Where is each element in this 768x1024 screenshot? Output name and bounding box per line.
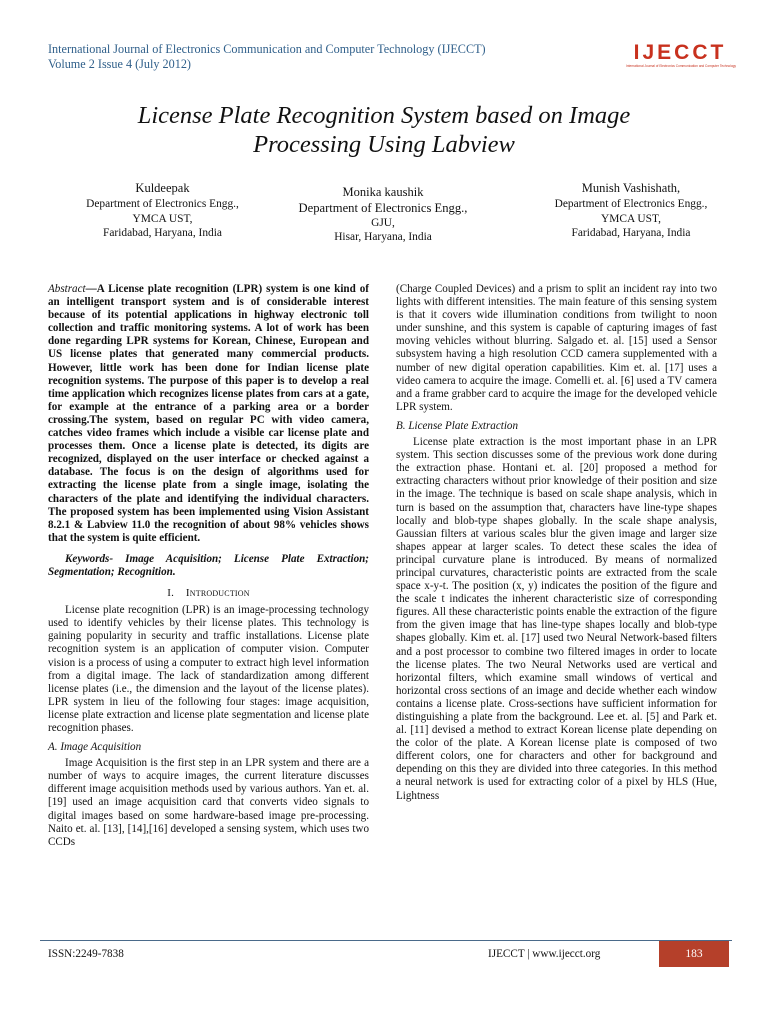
author-affiliation: Department of Electronics Engg., — [554, 198, 708, 210]
subsection-heading-plate-extraction: B. License Plate Extraction — [396, 419, 518, 432]
journal-name: International Journal of Electronics Communication and Computer Technology (IJECCT) — [48, 42, 486, 56]
page-number: 183 — [659, 941, 729, 967]
author-affiliation: YMCA UST, — [601, 212, 661, 225]
footer-rule — [40, 940, 732, 941]
introduction-paragraph: License plate recognition (LPR) is an image-processing technology used to identify vehicles by their license plates. This technology is gaining popularity in security and traffic installations. License plate recognition system is an application of computer vision. Computer vision is a process of using a computer to extract high level information from a digital image. The lack of standardization among different license plates (i.e., the dimension and the layout of the license plates). LPR system in lieu of the following four stages: image acquisition, license plate extraction and license plate segmentation and license plate recognition phases. — [48, 604, 369, 734]
right-column — [396, 283, 717, 803]
author-name: Kuldeepak — [135, 181, 190, 195]
author-affiliation: YMCA UST, — [132, 212, 193, 225]
footer-issn: ISSN:2249-7838 — [48, 948, 124, 960]
author-affiliation: Faridabad, Haryana, India — [571, 227, 691, 239]
author-block-2 — [277, 183, 489, 245]
author-name: Monika kaushik — [342, 185, 424, 199]
image-acquisition-continued: (Charge Coupled Devices) and a prism to split an incident ray into two lights with different intensities. The main feature of this sensing system is that it covers wide illumination conditions from twilight to noon under sunshine, and this system is capable of capturing images of fast moving vehicles without blurring. Salgado et. al. [15] used a Sensor subsystem having a high resolution CCD camera supplemented with a number of new digital operation capabilities. Kim et. al. [17] uses a video camera to acquire the image. Comelli et. al. [6] used a TV camera and a frame grabber card to acquire the image for the developed vehicle LPR system. — [396, 283, 717, 413]
paper-title — [70, 101, 698, 159]
author-affiliation: Department of Electronics Engg., — [86, 198, 239, 210]
logo-wordmark: IJECCT — [633, 41, 727, 64]
author-name: Munish Vashishath, — [581, 181, 681, 195]
author-affiliation: GJU, — [371, 216, 395, 229]
author-block-1 — [60, 179, 265, 241]
subsection-heading-image-acquisition: A. Image Acquisition — [48, 741, 142, 754]
logo-tagline: International Journal of Electronics Communication and Computer Technology — [626, 64, 736, 68]
paper-title-line2: Processing Using Labview — [253, 131, 515, 158]
abstract-text: —A License plate recognition (LPR) system is one kind of an intelligent transport system and is of considerable interest because of its potential applications in highway electronic toll collection and traffic monitoring systems. A lot of work has been done regarding LPR systems for Korean, Chinese, European and US license plates that generated many commercial products. However, little work has been done for Indian license plate recognition systems. The purpose of this paper is to develop a real time application which recognizes license plates from cars at a gate, for example at the entrance of a parking area or a border crossing.The system, based on regular PC with video camera, catches video frames which include a visible car license plate and processes them. Once a license plate is detected, its digits are recognized, displayed on the user interface or checked against a database. The focus is on the design of algorithms used for extracting the license plate from a single image, isolating the characters of the plate and identifying the individual characters. The proposed system has been implemented using Vision Assistant 8.2.1 & Labview 11.0 the recognition of about 98% vehicles shows that the system is quite efficient. — [48, 283, 369, 544]
journal-volume: Volume 2 Issue 4 (July 2012) — [48, 57, 191, 71]
image-acquisition-paragraph: Image Acquisition is the first step in an LPR system and there are a number of ways to acquire images, the current literature discusses different image acquisition methods used by various authors. Yan et. al. [19] used an image acquisition card that converts video signals to digital images based on some hardware-based image pre-processing. Naito et. al. [13], [14],[16] developed a sensing system, which uses two CCDs — [48, 757, 369, 848]
journal-logo — [626, 40, 736, 74]
author-affiliation: Department of Electronics Engg., — [298, 201, 468, 215]
section-number: I. — [167, 587, 175, 600]
abstract-label: Abstract — [48, 283, 86, 295]
section-title: Introduction — [185, 587, 250, 600]
plate-extraction-paragraph: License plate extraction is the most important phase in an LPR system. This section discusses some of the previous work done during the extraction phase. Hontani et. al. [20] proposed a method for extracting characters without prior knowledge of their position and size in the image. The technique is based on scale shape analysis, which in turn is based on the assumption that, characters have line-type shapes locally and blob-type shapes globally. In the scale shape analysis, Gaussian filters at various scales blur the given image and larger size shapes appear at larger scales. To detect these scales the idea of principal curvature plane is introduced. By means of normalized principal curvatures, characteristic points are extracted from the scale space x-y-t. The position (x, y) indicates the position of the figure and the scale t indicates the inherent characteristic size of corresponding figures. All these characteristic points enable the extraction of the figure from the given image that has line-type shapes locally and blob-type shapes globally. Kim et. al. [17] used two Neural Network-based filters and a post processor to combine two filtered images in order to locate the license plates. The two Neural Networks used are vertical and horizontal filters, which examine small windows of vertical and horizontal cross sections of an image and decide whether each window contains a license plate. Cross-sections have sufficient information for distinguishing a plate from the background. Lee et. al. [5] and Park et. al. [11] devised a method to extract Korean license plate depending on the color of the plate. A Korean license plate is composed of two different colors, one for characters and other for background and depending on this they are divided into three categories. In this method a neural network is used for extracting color of a pixel by HLS (Hue, Lightness — [396, 436, 717, 802]
section-heading-introduction — [48, 587, 369, 600]
left-column — [48, 283, 369, 849]
author-affiliation: Hisar, Haryana, India — [334, 231, 432, 243]
paper-title-line1: License Plate Recognition System based on Image — [137, 102, 631, 129]
abstract — [48, 283, 369, 545]
author-block-3 — [528, 179, 734, 241]
footer-website: IJECCT | www.ijecct.org — [488, 948, 601, 960]
author-affiliation: Faridabad, Haryana, India — [103, 227, 222, 239]
journal-header — [48, 42, 486, 72]
keywords: Keywords- Image Acquisition; License Plate Extraction; Segmentation; Recognition. — [48, 552, 369, 578]
